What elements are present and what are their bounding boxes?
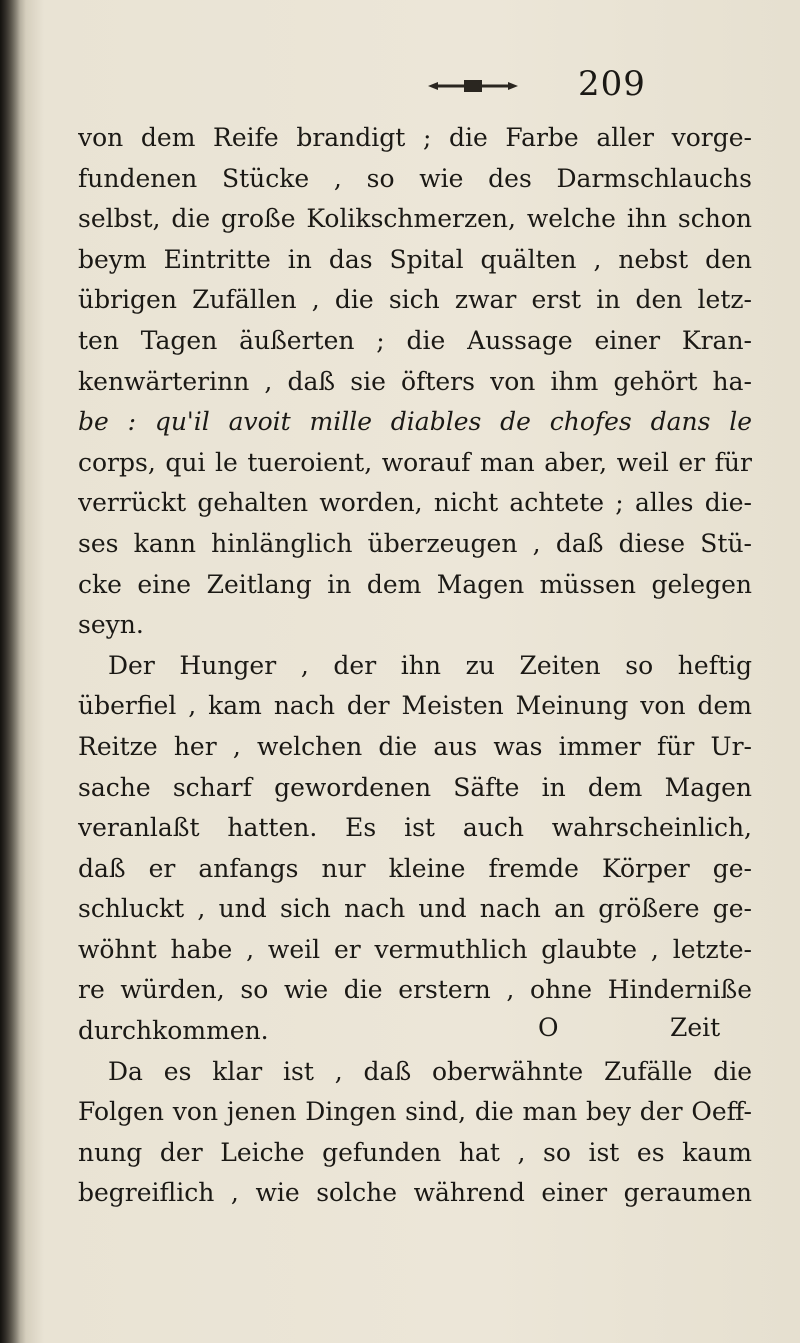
text-line: seyn. xyxy=(78,610,144,640)
text-line: beym Eintritte in das Spital quälten , nebst den xyxy=(78,244,752,274)
text-line: daß er anfangs nur kleine fremde Körper ge- xyxy=(78,853,752,883)
text-line: ses kann hinlänglich überzeugen , daß diese Stü- xyxy=(78,528,752,558)
text-line: corps, qui le tueroient, worauf man aber, weil er für xyxy=(78,447,752,477)
text-line: sache scharf gewordenen Säfte in dem Magen xyxy=(78,772,752,802)
text-line: wöhnt habe , weil er vermuthlich glaubte , letzte- xyxy=(78,934,752,964)
text-line: Reitze her , welchen die aus was immer für Ur- xyxy=(78,731,752,761)
text-line: re würden, so wie die erstern , ohne Hinderniße xyxy=(78,975,752,1005)
text-line: durchkommen. xyxy=(78,1016,269,1046)
text-line: selbst, die große Kolikschmerzen, welche ihn schon xyxy=(78,204,752,234)
page-number: 209 xyxy=(578,64,646,104)
body-text xyxy=(78,118,752,1214)
text-line: verrückt gehalten worden, nicht achtete ; alles die- xyxy=(78,488,752,518)
text-line: veranlaßt hatten. Es ist auch wahrscheinlich, xyxy=(78,813,752,843)
text-line: von dem Reife brandigt ; die Farbe aller vorge- xyxy=(78,123,752,152)
catchword: Zeit xyxy=(670,1013,721,1042)
text-line: übrigen Zufällen , die sich zwar erst in den letz- xyxy=(78,285,752,315)
text-line: überfiel , kam nach der Meisten Meinung von dem xyxy=(78,691,752,721)
text-line: ten Tagen äußerten ; die Aussage einer Kran- xyxy=(78,325,752,355)
text-line: kenwärterinn , daß sie öfters von ihm gehört ha- xyxy=(78,366,752,396)
text-line-french: be : qu'il avoit mille diables de chofes dans le xyxy=(78,407,752,437)
text-line: Der Hunger , der ihn zu Zeiten so heftig xyxy=(108,650,752,680)
text-line: schluckt , und sich nach und nach an größere ge- xyxy=(78,894,752,924)
page-footer xyxy=(78,1008,752,1048)
header-ornament xyxy=(428,76,518,96)
binding-shadow xyxy=(0,0,26,1343)
text-line: cke eine Zeitlang in dem Magen müssen gelegen xyxy=(78,569,752,599)
signature-mark: O xyxy=(538,1013,559,1042)
text-line: Folgen von jenen Dingen sind, die man bey der Oeff- xyxy=(78,1097,752,1127)
text-line: nung der Leiche gefunden hat , so ist es kaum xyxy=(78,1137,752,1167)
text-line: fundenen Stücke , so wie des Darmschlauchs xyxy=(78,163,752,193)
text-line: begreiflich , wie solche während einer geraumen xyxy=(78,1178,752,1208)
text-line: Da es klar ist , daß oberwähnte Zufälle die xyxy=(108,1056,752,1086)
